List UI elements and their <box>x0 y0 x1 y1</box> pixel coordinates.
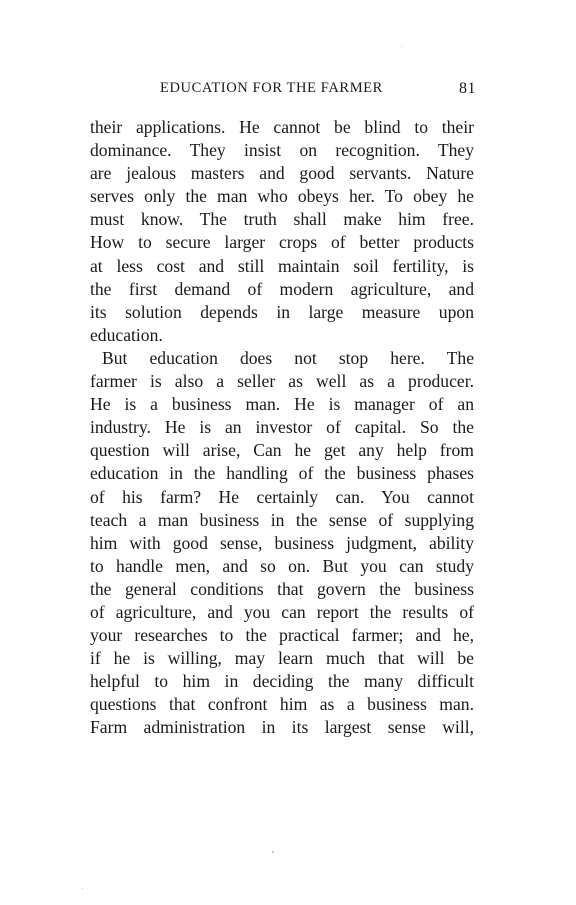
text-line: He is a business man. He is manager of an <box>90 394 474 415</box>
paper-speck <box>272 851 274 853</box>
text-line: their applications. He cannot be blind to their <box>90 117 474 137</box>
text-line: the general conditions that govern the business <box>90 578 474 599</box>
text-line: your researches to the practical farmer; and he, <box>90 625 474 646</box>
text-line: question will arise, Can he get any help from <box>90 440 474 461</box>
page-header <box>160 80 476 102</box>
text-line: farmer is also a seller as well as a producer. <box>90 371 474 392</box>
text-line: But education does not stop here. The <box>102 347 474 368</box>
text-line: are jealous masters and good servants. Nature <box>90 163 474 184</box>
paper-speck <box>82 888 83 889</box>
text-line: education in the handling of the business phases <box>90 463 474 484</box>
text-line: its solution depends in large measure upon <box>90 301 474 322</box>
text-line: questions that confront him as a business man. <box>90 694 474 715</box>
text-line: helpful to him in deciding the many difficult <box>90 671 474 692</box>
text-line: education. <box>90 324 163 345</box>
text-line: the first demand of modern agriculture, and <box>90 278 474 299</box>
text-line: must know. The truth shall make him free. <box>90 209 474 230</box>
text-line: at less cost and still maintain soil fertility, is <box>90 255 474 276</box>
paper-speck <box>401 46 402 47</box>
text-line: serves only the man who obeys her. To obey he <box>90 186 474 207</box>
text-line: to handle men, and so on. But you can study <box>90 555 474 576</box>
page-number: 81 <box>459 80 476 97</box>
text-line: if he is willing, may learn much that will be <box>90 648 474 669</box>
text-line: teach a man business in the sense of supplying <box>90 509 474 530</box>
text-line: of his farm? He certainly can. You cannot <box>90 486 474 507</box>
text-line: How to secure larger crops of better products <box>90 232 474 253</box>
text-line: industry. He is an investor of capital. So the <box>90 417 474 438</box>
text-line: dominance. They insist on recognition. They <box>90 140 474 161</box>
text-line: of agriculture, and you can report the results of <box>90 601 474 622</box>
text-line: Farm administration in its largest sense will, <box>90 717 474 738</box>
text-line: him with good sense, business judgment, ability <box>90 532 474 553</box>
running-head: EDUCATION FOR THE FARMER <box>160 80 383 96</box>
body-text <box>90 116 474 740</box>
